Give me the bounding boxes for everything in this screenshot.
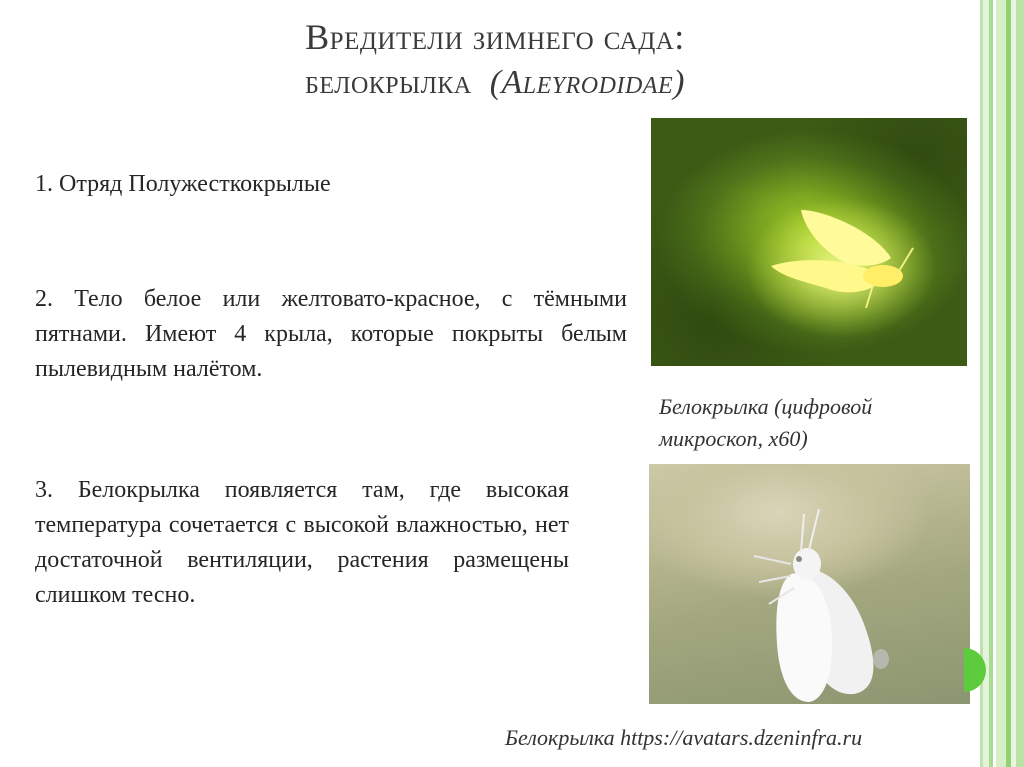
- whitefly-microscope-photo: [651, 118, 967, 366]
- title-line-2: [130, 60, 860, 106]
- whitefly-shape: [754, 509, 889, 702]
- decorative-stripes: [980, 0, 1024, 767]
- point-2: 2. Тело белое или желтовато-красное, с тёмными пятнами. Имеют 4 крыла, которые покрыты белым пылевидным налётом.: [35, 286, 627, 382]
- photo-caption-2: Белокрылка https://avatars.dzeninfra.ru: [505, 725, 863, 750]
- title-latin: (Aleyrodidae): [489, 64, 685, 101]
- point-1: 1. Отряд Полужесткокрылые: [35, 171, 331, 197]
- title-main: белокрылка: [305, 64, 472, 101]
- slide-title: [130, 14, 860, 106]
- whitefly-leaf-photo: [649, 464, 970, 704]
- title-line-1: Вредители зимнего сада:: [305, 17, 685, 57]
- photo-caption-1: Белокрылка (цифровой микроскоп, х60): [659, 394, 873, 451]
- point-3: 3. Белокрылка появляется там, где высокая температура сочетается с высокой влажностью, нет достаточной вентиляции, растения размещены слишком тесно.: [35, 477, 569, 608]
